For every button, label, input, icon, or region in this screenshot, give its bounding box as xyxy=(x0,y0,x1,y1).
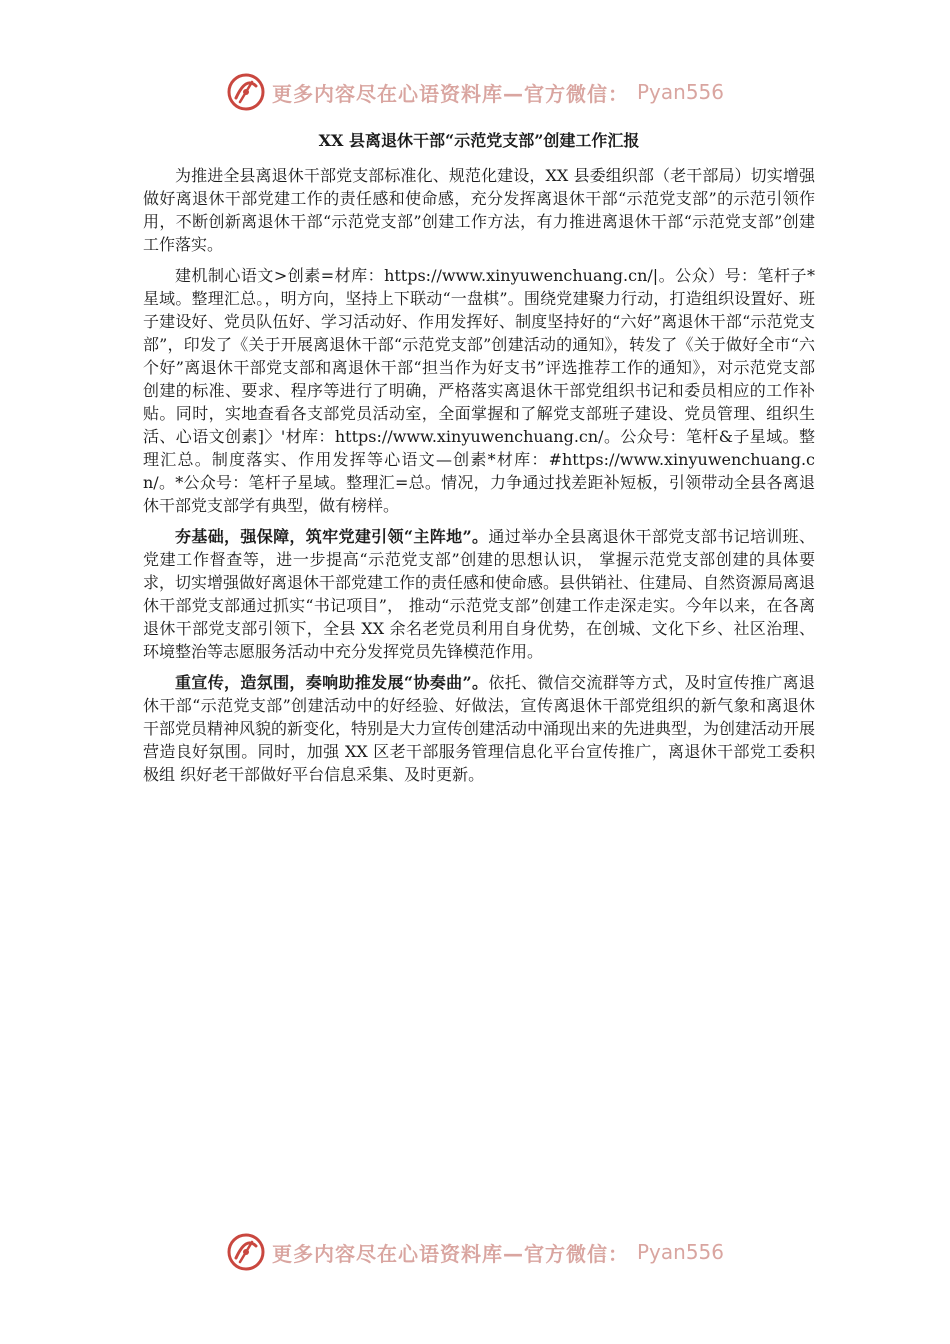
document-title: XX 县离退休干部“示范党支部”创建工作汇报 xyxy=(318,131,640,150)
footer-banner xyxy=(0,1230,950,1274)
paragraph-lead: 重宣传，造氛围，奏响助推发展“协奏曲”。 xyxy=(175,673,489,692)
paragraph-mechanism xyxy=(143,264,815,517)
paragraph-text: 为推进全县离退休干部党支部标准化、规范化建设，XX 县委组织部（老干部局）切实增强做好离退休干部党建工作的责任感和使命感，充分发挥离退休干部“示范党支部”的示范引领作用，不断创新离退休干部“示范党支部”创建工作方法，有力推进离退休干部“示范党支部”创建工作落实。 xyxy=(143,166,815,254)
header-banner-inner xyxy=(226,72,724,112)
banner-wechat-id: Pyan556 xyxy=(636,1240,724,1264)
document-body xyxy=(143,128,815,794)
seal-logo-icon xyxy=(226,1232,266,1272)
banner-text: 更多内容尽在心语资料库—官方微信： xyxy=(271,1241,629,1266)
banner-wechat-id: Pyan556 xyxy=(636,80,724,104)
seal-logo-icon xyxy=(226,72,266,112)
banner-text: 更多内容尽在心语资料库—官方微信： xyxy=(271,81,629,106)
paragraph-text: 依托、微信交流群等方式，及时宣传推广离退休干部“示范党支部”创建活动中的好经验、好做法，宣传离退休干部党组织的新气象和离退休干部党员精神风貌的新变化，特别是大力宣传创建活动中涌现出来的先进典型，为创建活动开展营造良好氛围。同时，加强 XX 区老干部服务管理信息化平台宣传推广，离退休干部党工委积极组 织好老干部做好平台信息采集、及时更新。 xyxy=(143,673,816,784)
header-banner xyxy=(0,70,950,114)
paragraph-intro xyxy=(143,164,815,256)
paragraph-foundation xyxy=(143,525,815,663)
paragraph-lead: 夯基础，强保障，筑牢党建引领“主阵地”。 xyxy=(175,527,489,546)
paragraph-publicity xyxy=(143,671,815,786)
paragraph-text: 建机制心语文>创素=材库：https://www.xinyuwenchuang.cn/|。公众）号：笔杆子*星域。整理汇总。，明方向，坚持上下联动“一盘棋”。围绕党建聚力行动，打造组织设置好、班子建设好、党员队伍好、学习活动好、作用发挥好、制度坚持好的“六好”离退休干部“示范党支部”，印发了《关于开展离退休干部“示范党支部”创建活动的通知》，转发了《关于做好全市“六个好”离退休干部党支部和离退休干部“担当作为好支书”评选推荐工作的通知》，对示范党支部创建的标准、要求、程序等进行了明确，严格落实离退休干部党组织书记和委员相应的工作补贴。同时，实地查看各支部党员活动室，全面掌握和了解党支部班子建设、党员管理、组织生活、心语文创素]〉'材库：https://www.xinyuwenchuang.cn/。公众号：笔杆&子星域。整理汇总。制度落实、作用发挥等心语文—创素*材库：#https://www.xinyuwenchuang.cn/。*公众号：笔杆子星域。整理汇=总。情况，力争通过找差距补短板，引领带动全县各离退休干部党支部学有典型，做有榜样。 xyxy=(143,266,815,515)
footer-banner-inner xyxy=(226,1232,724,1272)
paragraph-text: 通过举办全县离退休干部党支部书记培训班、党建工作督查等，进一步提高“示范党支部”创建的思想认识， 掌握示范党支部创建的具体要求，切实增强做好离退休干部党建工作的责任感和使命感。县供销社、住建局、自然资源局离退休干部党支部通过抓实“书记项目”， 推动“示范党支部”创建工作走深走实。今年以来，在各离退休干部党支部引领下，全县 XX 余名老党员利用自身优势，在创城、文化下乡、社区治理、环境整治等志愿服务活动中充分发挥党员先锋模范作用。 xyxy=(143,527,816,661)
